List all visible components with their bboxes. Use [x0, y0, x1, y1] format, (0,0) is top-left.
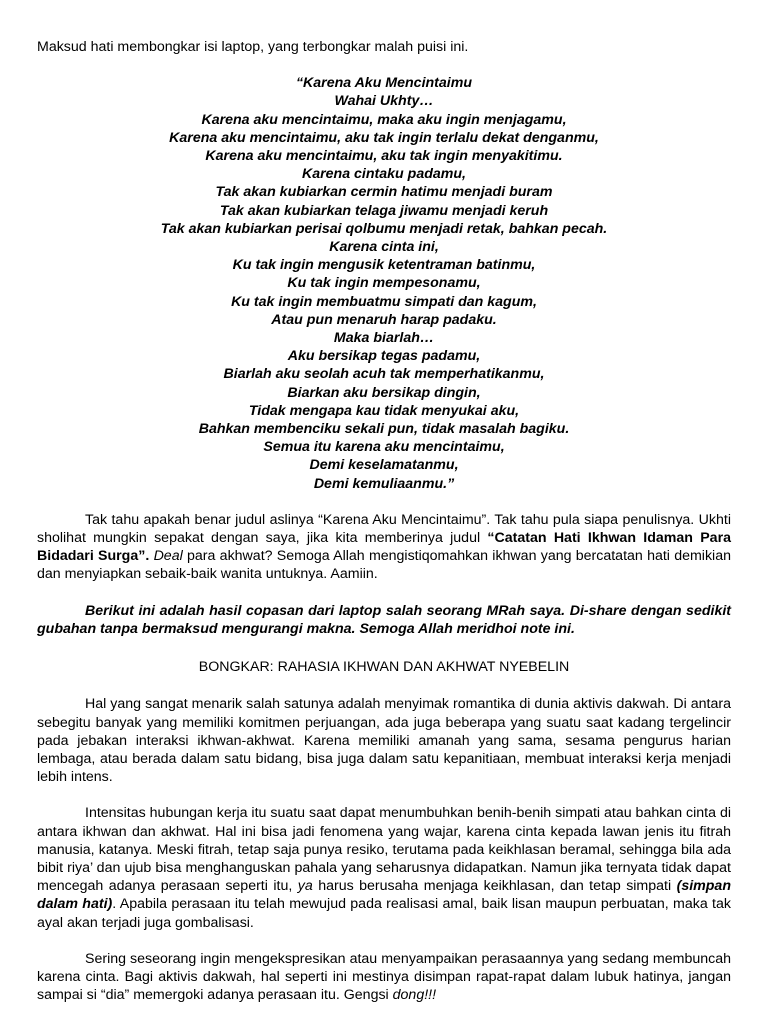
poem	[37, 74, 731, 493]
poem-line: Karena cintaku padamu,	[302, 166, 466, 183]
poem-line: Maka biarlah…	[333, 330, 435, 347]
editor-note: Berikut ini adalah hasil copasan dari laptop salah seorang MRah saya. Di-share dengan sedikit gubahan tanpa bermaksud mengurangi makna. Semoga Allah meridhoi note ini.	[37, 602, 731, 637]
poem-line: Ku tak ingin membuatmu simpati dan kagum,	[231, 293, 537, 310]
poem-line: Tidak mengapa kau tidak menyukai aku,	[248, 402, 520, 419]
poem-line: Karena aku mencintaimu, aku tak ingin menyakitimu.	[205, 148, 563, 165]
poem-line: Semua itu karena aku mencintaimu,	[263, 439, 505, 456]
paragraph-text: . Apabila perasaan itu telah mewujud pada realisasi amal, baik lisan maupun perbuatan, maka tak ayal akan terjadi juga gombalisasi.	[37, 896, 731, 931]
poem-line: Aku bersikap tegas padamu,	[287, 348, 481, 365]
poem-line: Tak akan kubiarkan cermin hatimu menjadi buram	[215, 184, 553, 201]
poem-line: Wahai Ukhty…	[334, 93, 434, 110]
suggested-title: “Catatan Hati Ikhwan Idaman Para Bidadari Surga”.	[37, 530, 731, 565]
poem-line: Atau pun menaruh harap padaku.	[271, 311, 497, 328]
poem-line: Tak akan kubiarkan telaga jiwamu menjadi keruh	[219, 202, 549, 219]
poem-line: Ku tak ingin mempesonamu,	[287, 275, 481, 292]
paragraph-text: para akhwat? Semoga Allah mengistiqomahkan ikhwan yang bercatatan hati demikian dan menyiapkan sebaik-baik wanita untuknya. Aamiin.	[37, 548, 731, 583]
emphasis-bold-italic: (simpan dalam hati)	[37, 878, 731, 913]
poem-line: Tak akan kubiarkan perisai qolbumu menjadi retak, bahkan pecah.	[160, 220, 608, 237]
poem-line: Ku tak ingin mengusik ketentraman batinmu,	[232, 257, 536, 274]
paragraph-text: Sering seseorang ingin mengekspresikan atau menyampaikan perasaannya yang sedang membuncah karena cinta. Bagi aktivis dakwah, hal seperti ini mestinya disimpan rapat-rapat dalam lubuk hatinya, jangan sampai si “dia” memergoki adanya perasaan itu. Gengsi	[37, 950, 731, 1004]
paragraph-romantika: Hal yang sangat menarik salah satunya adalah menyimak romantika di dunia aktivis dakwah. Di antara sebegitu banyak yang memiliki komitmen perjuangan, ada juga beberapa yang suatu saat kadang tergelincir pada jebakan interaksi ikhwan-akhwat. Karena memiliki amanah yang sama, sesama pengurus harian lembaga, atau berada dalam satu bidang, bisa juga dalam satu kepanitiaan, membuat interaksi kerja menjadi lebih intens.	[37, 696, 731, 786]
paragraph-intensitas	[37, 804, 731, 931]
paragraph-title-comment	[37, 511, 731, 584]
poem-line: Biarlah aku seolah acuh tak memperhatikanmu,	[223, 366, 545, 383]
poem-line: Biarkan aku bersikap dingin,	[287, 384, 481, 401]
poem-line: Karena cinta ini,	[329, 239, 439, 256]
poem-line: Karena aku mencintaimu, maka aku ingin menjagamu,	[201, 111, 567, 128]
intro-line: Maksud hati membongkar isi laptop, yang terbongkar malah puisi ini.	[37, 39, 469, 55]
paragraph-sering	[37, 950, 731, 1005]
poem-line: Bahkan membenciku sekali pun, tidak masalah bagiku.	[198, 421, 570, 438]
paragraph-text: harus berusaha menjaga keikhlasan, dan tetap simpati	[312, 878, 677, 895]
poem-line: Karena aku mencintaimu, aku tak ingin terlalu dekat denganmu,	[169, 129, 599, 146]
section-heading: BONGKAR: RAHASIA IKHWAN DAN AKHWAT NYEBELIN	[198, 659, 570, 676]
emphasis-text: ya	[297, 878, 313, 895]
emphasis-text: dong!!!	[392, 987, 437, 1004]
emphasis-text: Deal	[153, 548, 183, 565]
paragraph-text: Tak tahu apakah benar judul aslinya “Karena Aku Mencintaimu”. Tak tahu pula siapa penulisnya. Ukhti sholihat mungkin sepakat dengan saya, jika kita memberinya judul	[37, 511, 731, 547]
poem-line: Demi keselamatanmu,	[309, 457, 459, 474]
poem-line: Demi kemuliaanmu.”	[313, 475, 455, 492]
poem-line: “Karena Aku Mencintaimu	[295, 75, 473, 92]
paragraph-text: Intensitas hubungan kerja itu suatu saat dapat menumbuhkan benih-benih simpati atau bahkan cinta di antara ikhwan dan akhwat. Hal ini bisa jadi fenomena yang wajar, karena cinta kepada lawan jenis itu fitrah manusia, katanya. Meski fitrah, tetap saja punya resiko, terutama pada keikhlasan beramal, sehingga bila ada bibit riya’ dan ujub bisa menghanguskan pahala yang seharusnya didapatkan. Namun jika ternyata tidak dapat mencegah adanya perasaan seperti itu,	[37, 805, 731, 895]
